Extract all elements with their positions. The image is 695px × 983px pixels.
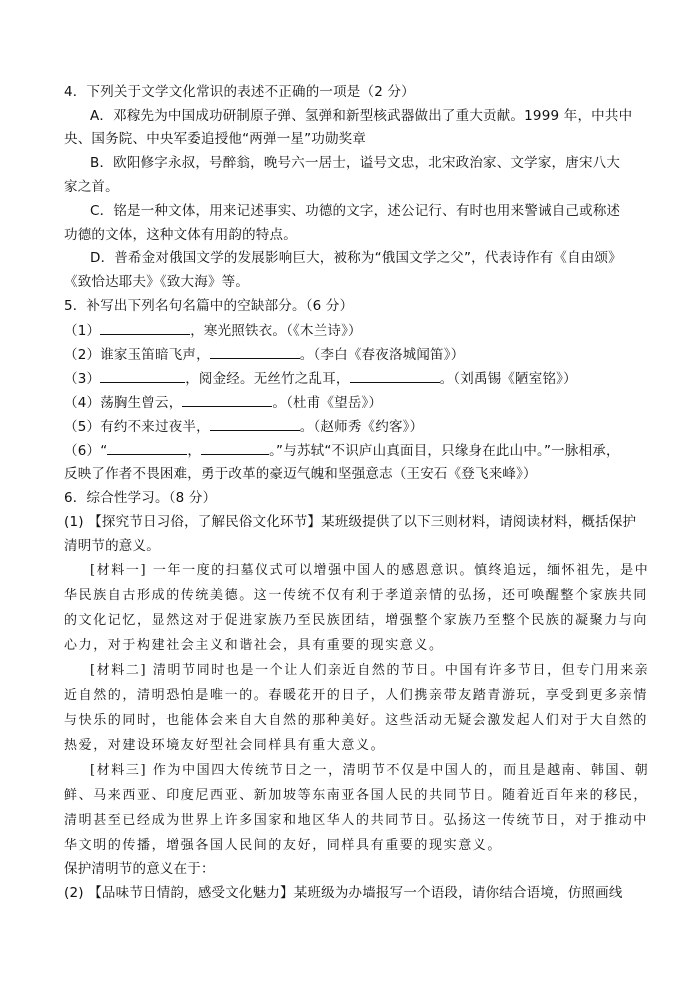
material-1-line-2: 华民族自古形成的传统美德。这一传统不仅有利于孝道亲情的弘扬，还可唤醒整个家族共同 bbox=[64, 588, 649, 603]
material-1-line-3: 的文化记忆，显然这对于促进家族乃至民族团结，增强整个家族乃至整个民族的凝聚力与向 bbox=[64, 613, 649, 628]
question-6-stem: 6．综合性学习。（8 分） bbox=[64, 490, 217, 506]
answer-blank[interactable] bbox=[210, 416, 300, 431]
material-1-line-4: 心力，对于构建社会主义和谐社会，具有重要的现实意义。 bbox=[64, 638, 444, 653]
material-2: [材料二] 清明节同时也是一个让人们亲近自然的节日。中国有许多节日，但专门用来亲 bbox=[90, 663, 650, 678]
fill-item-1: （1） ，寒光照铁衣。（《木兰诗》） bbox=[0, 320, 695, 341]
fill-item-6-cont: 反映了作者不畏困难，勇于改革的豪迈气魄和坚强意志（王安石《登飞来峰》） bbox=[64, 466, 537, 482]
option-c: C．铭是一种文体，用来记述事实、功德的文字，述公记行、有时也用来警诫自己或称述 bbox=[90, 203, 621, 219]
fill-item-6: （6）“ ， 。”与苏轼“不识庐山真面目，只缘身在此山中。”一脉相承， bbox=[0, 440, 695, 461]
question-6-part-1-cont: 清明节的意义。 bbox=[64, 538, 160, 554]
fill-item-4: （4）荡胸生曾云， 。（杜甫《望岳》） bbox=[0, 392, 695, 413]
material-3-line-2: 鲜、马来西亚、印度尼西亚、新加坡等东南亚各国人民的共同节日。随着近百年来的移民， bbox=[64, 788, 649, 803]
option-d: D．普希金对俄国文学的发展影响巨大，被称为“俄国文学之父”，代表诗作有《自由颂》 bbox=[90, 250, 622, 266]
material-2-line-3: 与快乐的同时，也能体会来自大自然的那种美好。这些活动无疑会激发起人们对于大自然的 bbox=[64, 713, 649, 728]
material-3-line-4: 华文明的传播，增强各国人民间的友好，同样具有重要的现实意义。 bbox=[64, 838, 503, 853]
fill-item-2: （2）谁家玉笛暗飞声， 。（李白《春夜洛城闻笛》） bbox=[0, 344, 695, 365]
material-3-line-3: 清明甚至已经成为世界上许多国家和地区华人的共同节日。弘扬这一传统节日，对于推动中 bbox=[64, 813, 649, 828]
answer-blank[interactable] bbox=[201, 440, 269, 455]
option-d-cont: 《致恰达耶夫》《致大海》等。 bbox=[64, 274, 250, 290]
fill-item-5: （5）有约不来过夜半， 。（赵师秀《约客》） bbox=[0, 416, 695, 437]
material-3: [材料三] 作为中国四大传统节日之一，清明节不仅是中国人的，而且是越南、韩国、朝 bbox=[90, 763, 650, 778]
material-2-line-2: 近自然的，清明恐怕是唯一的。春暖花开的日子，人们携亲带友踏青游玩，享受到更多亲情 bbox=[64, 688, 649, 703]
answer-blank[interactable] bbox=[107, 440, 187, 455]
material-2-line-4: 热爱，对建设环境友好型社会同样具有重大意义。 bbox=[64, 738, 386, 753]
answer-prompt: 保护清明节的意义在于： bbox=[64, 861, 215, 877]
question-6-part-2: (2) 【品味节日情韵，感受文化魅力】某班级为办墙报写一个语段，请你结合语境，仿照画线 bbox=[64, 885, 623, 901]
answer-blank[interactable] bbox=[210, 344, 300, 359]
question-5-stem: 5．补写出下列名句名篇中的空缺部分。（6 分） bbox=[64, 298, 354, 314]
question-4-stem: 4．下列关于文学文化常识的表述不正确的一项是（2 分） bbox=[64, 84, 415, 100]
option-c-cont: 功德的文体，这种文体有用韵的特点。 bbox=[64, 227, 297, 243]
answer-blank[interactable] bbox=[350, 368, 440, 383]
answer-blank[interactable] bbox=[182, 392, 272, 407]
option-b: B．欧阳修字永叔，号醉翁，晚号六一居士，谥号文忠，北宋政治家、文学家，唐宋八大 bbox=[90, 155, 621, 171]
option-b-cont: 家之首。 bbox=[64, 179, 119, 195]
answer-blank[interactable] bbox=[100, 368, 185, 383]
option-a: A．邓稼先为中国成功研制原子弹、氢弹和新型核武器做出了重大贡献。1999 年，中共中 bbox=[90, 108, 633, 124]
question-6-part-1: (1) 【探究节日习俗，了解民俗文化环节】某班级提供了以下三则材料，请阅读材料，概括保护 bbox=[64, 514, 637, 530]
answer-blank[interactable] bbox=[100, 320, 190, 335]
material-1: [材料一] 一年一度的扫墓仪式可以增强中国人的感恩意识。慎终追远，缅怀祖先，是中 bbox=[90, 563, 650, 578]
fill-item-3: （3） ，阅金经。无丝竹之乱耳， 。（刘禹锡《陋室铭》） bbox=[0, 368, 695, 389]
option-a-cont: 央、国务院、中央军委追授他“两弹一星”功勋奖章 bbox=[64, 131, 367, 147]
